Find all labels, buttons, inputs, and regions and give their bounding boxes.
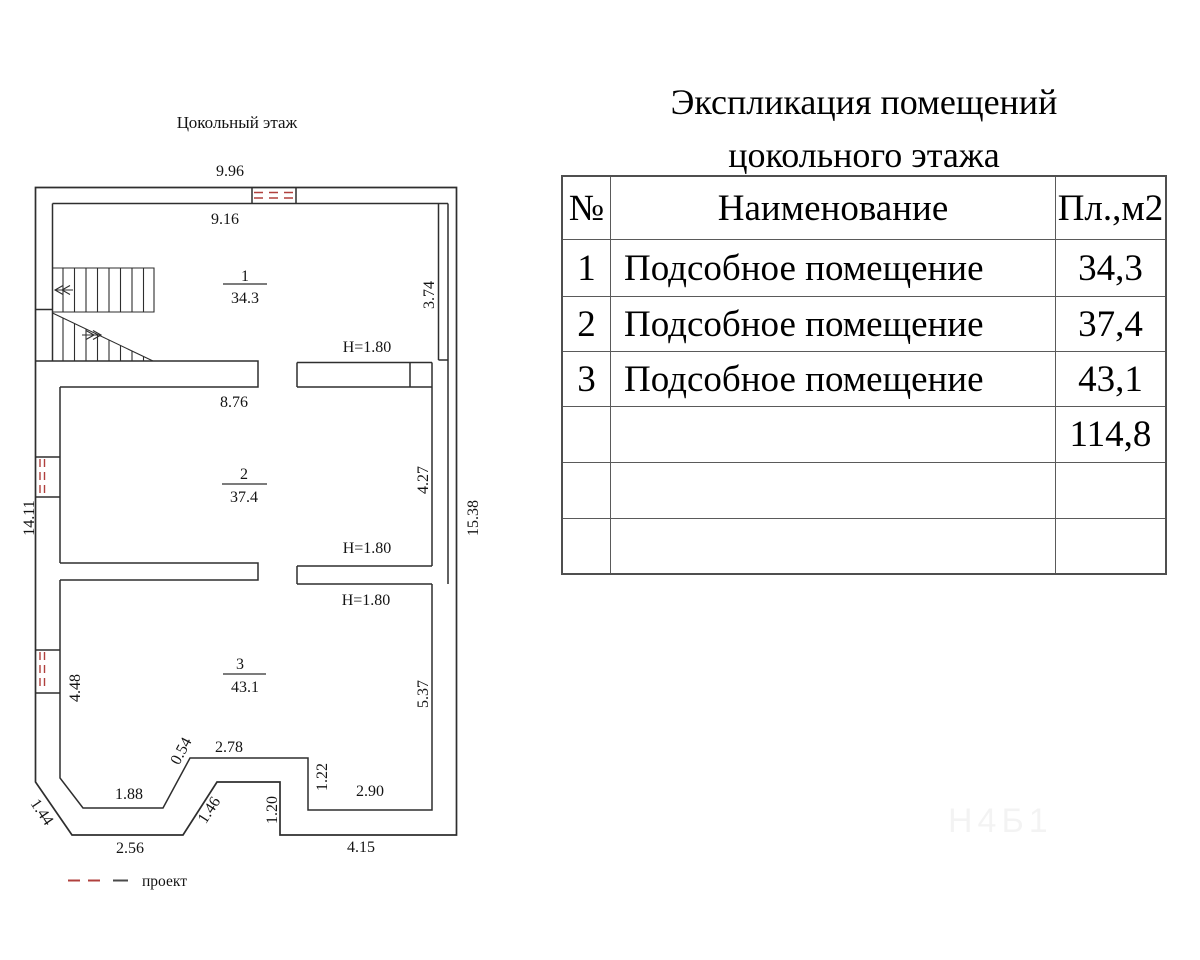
dim-right-r3: 5.37: [415, 680, 432, 708]
watermark: [948, 802, 1198, 841]
dim-notch-down: 1.20: [264, 796, 281, 824]
room1-area: 34.3: [231, 290, 259, 307]
dim-bottom-outer-right: 4.15: [347, 839, 375, 856]
table-row-num: 2: [563, 297, 611, 352]
dim-bottom-inner-left: 1.88: [115, 786, 143, 803]
dim-top-inner: 9.16: [211, 211, 239, 228]
plan-title: Цокольный этаж: [176, 113, 298, 132]
table-row-name: [611, 463, 1056, 519]
table-header-num: №: [563, 177, 611, 240]
table-row-num: [563, 463, 611, 519]
table-row-name: Подсобное помещение: [611, 352, 1056, 407]
dim-right-r1: 3.74: [421, 281, 438, 309]
table-title-line2: цокольного этажа: [728, 135, 1000, 175]
dim-bay-step: 0.54: [167, 734, 196, 768]
dim-top-outer: 9.96: [216, 163, 244, 180]
floor-plan-drawing: [0, 0, 520, 960]
table-header-area: Пл.,м2: [1056, 177, 1165, 240]
table-header-name: Наименование: [611, 177, 1056, 240]
height-label-room1: H=1.80: [342, 339, 392, 356]
table-row-area: 37,4: [1056, 297, 1165, 352]
table-row-name: [611, 519, 1056, 573]
height-label-room3: H=1.80: [341, 592, 391, 609]
table-row-num: 3: [563, 352, 611, 407]
dim-bay-top: 2.78: [215, 739, 243, 756]
room2-number: 2: [240, 466, 248, 483]
dim-bottom-inner-right: 2.90: [356, 783, 384, 800]
table-row-num: 1: [563, 240, 611, 297]
dim-right-r2: 4.27: [415, 466, 432, 494]
legend-label: проект: [142, 873, 187, 890]
dimension-labels-diagonal: [27, 735, 224, 829]
table-title-line1: Экспликация помещений: [670, 82, 1058, 122]
table-row-area: 43,1: [1056, 352, 1165, 407]
dim-left-r3: 4.48: [67, 674, 84, 702]
stair-break-line: [53, 313, 154, 361]
explication-table: [561, 175, 1167, 575]
dim-bottom-outer-left: 2.56: [116, 840, 144, 857]
room3-area: 43.1: [231, 679, 259, 696]
room2-area: 37.4: [230, 489, 258, 506]
stair-arrow-up: [55, 286, 73, 295]
room3-number: 3: [236, 656, 244, 673]
height-labels: [342, 339, 392, 609]
project-opening-marks: [40, 193, 294, 692]
room-labels: [222, 268, 267, 696]
height-label-room2: H=1.80: [342, 540, 392, 557]
dim-right-total: 15.38: [465, 500, 482, 536]
table-row-area: [1056, 519, 1165, 573]
dimension-labels: [115, 163, 384, 857]
room1-number: 1: [241, 268, 249, 285]
staircase: [53, 268, 155, 361]
table-title: [561, 76, 1167, 182]
dim-chamfer-mid: 1.46: [194, 793, 225, 827]
table-row-name: Подсобное помещение: [611, 297, 1056, 352]
table-row-num: [563, 519, 611, 573]
dim-left-total: 14.11: [21, 500, 38, 536]
dim-mid: 8.76: [220, 394, 248, 411]
table-row-area: [1056, 463, 1165, 519]
dim-notch-inner: 1.22: [314, 763, 331, 791]
legend: [68, 873, 187, 890]
table-row-num: [563, 407, 611, 463]
dim-chamfer-left: 1.44: [26, 795, 57, 829]
table-row-area: 34,3: [1056, 240, 1165, 297]
table-row-name: Подсобное помещение: [611, 240, 1056, 297]
table-row-name: [611, 407, 1056, 463]
table-total-area: 114,8: [1056, 407, 1165, 463]
